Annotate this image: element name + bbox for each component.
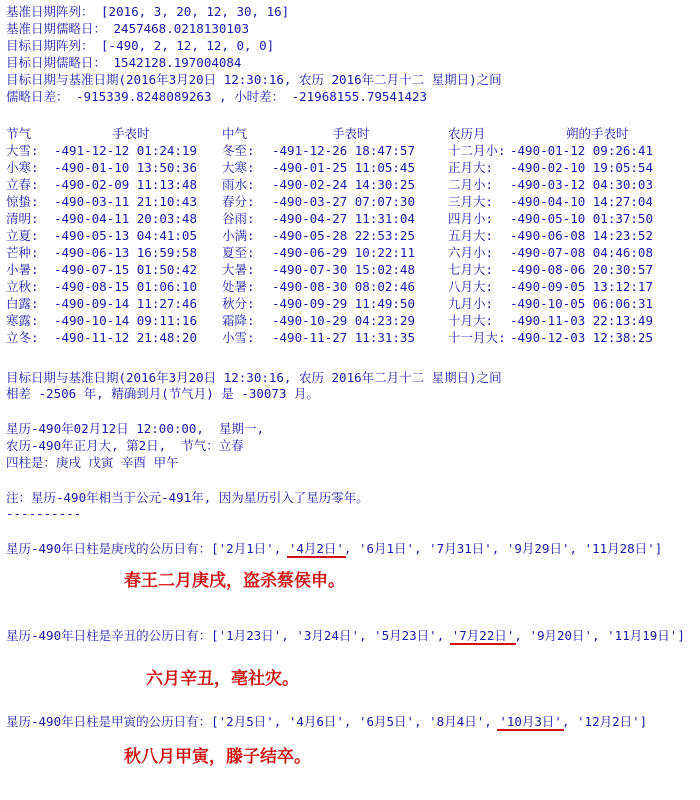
table-cell: 四月小: [448, 211, 494, 226]
day-pillar-prefix: 星历-490年日柱是辛丑的公历日有：[ [6, 628, 219, 643]
table-cell: -490-05-13 04:41:05 [54, 228, 197, 243]
table-row [6, 244, 696, 261]
table-cell: -490-07-08 04:46:08 [510, 245, 653, 260]
table-row [6, 176, 696, 193]
base-date-julian-day: 基准日期儒略日： 2457468.0218130103 [6, 21, 249, 36]
date-item: '8月4日' [429, 714, 485, 729]
table-cell: 处暑: [222, 279, 255, 294]
lunar-date: 农历-490年正月大, 第2日, 节气：立春 [6, 438, 244, 453]
date-item: '11月28日' [584, 541, 655, 556]
table-cell: 寒露: [6, 313, 39, 328]
table-cell: -490-01-12 09:26:41 [510, 143, 653, 158]
summary-between: 目标日期与基准日期(2016年3月20日 12:30:16, 农历 2016年二月十二 星期日)之间 [6, 370, 502, 385]
highlighted-date: '4月2日' [288, 541, 344, 556]
date-item: '5月23日' [374, 628, 437, 643]
table-cell: -491-12-26 18:47:57 [272, 143, 415, 158]
table-cell: -490-03-27 07:07:30 [272, 194, 415, 209]
table-header: 手表时 [112, 126, 150, 141]
table-cell: -490-07-30 15:02:48 [272, 262, 415, 277]
table-cell: 清明: [6, 211, 39, 226]
table-cell: 七月大: [448, 262, 494, 277]
day-pillar-list-jiayin: 星历-490年日柱是甲寅的公历日有：['2月5日', '4月6日', '6月5日', '8月4日', '10月3日', '12月2日'] [6, 714, 648, 729]
table-header: 节气 [6, 126, 32, 141]
base-date-array: 基准日期阵列： [2016, 3, 20, 12, 30, 16] [6, 4, 290, 19]
table-cell: 八月大: [448, 279, 494, 294]
table-cell: -490-03-12 04:30:03 [510, 177, 653, 192]
table-cell: 二月小: [448, 177, 494, 192]
target-date-array: 目标日期阵列： [-490, 2, 12, 12, 0, 0] [6, 38, 275, 53]
table-cell: 谷雨: [222, 211, 255, 226]
table-cell: -490-02-24 14:30:25 [272, 177, 415, 192]
highlighted-date: '7月22日' [451, 628, 515, 643]
table-cell: 立夏: [6, 228, 39, 243]
day-pillar-list-gengxu: 星历-490年日柱是庚戌的公历日有：['2月1日', '4月2日', '6月1日', '7月31日', '9月29日', '11月28日'] [6, 541, 663, 556]
table-cell: -490-11-27 11:31:35 [272, 330, 415, 345]
table-row [6, 159, 696, 176]
annotation-xinchou: 六月辛丑，亳社灾。 [146, 669, 299, 689]
table-cell: -490-01-25 11:05:45 [272, 160, 415, 175]
date-item: '3月24日' [296, 628, 359, 643]
table-cell: 五月大: [448, 228, 494, 243]
date-between-description: 目标日期与基准日期(2016年3月20日 12:30:16, 农历 2016年二月十二 星期日)之间 [6, 72, 502, 87]
annotation-jiayin: 秋八月甲寅，滕子结卒。 [124, 747, 311, 767]
table-cell: 正月大: [448, 160, 494, 175]
table-cell: -490-10-14 09:11:16 [54, 313, 197, 328]
table-header: 中气 [222, 126, 248, 141]
summary-month-difference: 相差 -2506 年, 精确到月(节气月) 是 -30073 月。 [6, 386, 320, 401]
table-cell: 十月大: [448, 313, 494, 328]
table-cell: 秋分: [222, 296, 255, 311]
date-item: '9月29日' [506, 541, 570, 556]
table-cell: -490-08-15 01:06:10 [54, 279, 197, 294]
table-cell: -491-12-12 01:24:19 [54, 143, 197, 158]
table-cell: 小雪: [222, 330, 255, 345]
table-cell: -490-04-10 14:27:04 [510, 194, 653, 209]
highlighted-date: '10月3日' [499, 714, 562, 729]
table-cell: -490-11-12 21:48:20 [54, 330, 197, 345]
target-date-julian-day: 目标日期儒略日： 1542128.197004084 [6, 55, 242, 70]
table-cell: 霜降: [222, 313, 255, 328]
table-header: 手表时 [332, 126, 370, 141]
table-cell: -490-01-10 13:50:36 [54, 160, 197, 175]
date-item: '9月20日' [529, 628, 593, 643]
day-pillar-list-xinchou: 星历-490年日柱是辛丑的公历日有：['1月23日', '3月24日', '5月23日', '7月22日', '9月20日', '11月19日'] [6, 628, 685, 643]
date-item: '7月31日' [429, 541, 492, 556]
table-cell: 六月小: [448, 245, 494, 260]
table-cell: -490-04-11 20:03:48 [54, 211, 197, 226]
table-cell: 小暑: [6, 262, 39, 277]
day-pillar-suffix: ] [639, 714, 648, 729]
table-cell: -490-08-30 08:02:46 [272, 279, 415, 294]
table-row [6, 193, 696, 210]
table-row [6, 227, 696, 244]
red-underline-mark [450, 643, 517, 645]
table-cell: -490-05-10 01:37:50 [510, 211, 653, 226]
table-cell: 十二月小: [448, 143, 506, 158]
four-pillars: 四柱是：庚戌 戊寅 辛酉 甲午 [6, 455, 179, 470]
table-cell: -490-05-28 22:53:25 [272, 228, 415, 243]
table-row [6, 278, 696, 295]
solar-terms-table [6, 125, 696, 346]
table-cell: 三月大: [448, 194, 494, 209]
table-cell: -490-11-03 22:13:49 [510, 313, 653, 328]
table-cell: 冬至: [222, 143, 255, 158]
table-cell: -490-12-03 12:38:25 [510, 330, 653, 345]
day-pillar-suffix: ] [654, 541, 663, 556]
table-header: 农历月 [448, 126, 486, 141]
star-calendar-note: 注：星历-490年相当于公元-491年, 因为星历引入了星历零年。 [6, 490, 369, 505]
table-cell: 立冬: [6, 330, 39, 345]
table-cell: -490-06-29 10:22:11 [272, 245, 415, 260]
table-cell: -490-10-29 04:23:29 [272, 313, 415, 328]
date-item: '4月6日' [288, 714, 344, 729]
table-cell: -490-06-13 16:59:58 [54, 245, 197, 260]
table-cell: 夏至: [222, 245, 255, 260]
table-cell: 立秋: [6, 279, 39, 294]
table-cell: -490-03-11 21:10:43 [54, 194, 197, 209]
table-row [6, 261, 696, 278]
annotation-gengxu: 春王二月庚戌，盗杀蔡侯申。 [124, 571, 345, 591]
date-item: '6月1日' [358, 541, 415, 556]
table-cell: 小寒: [6, 160, 39, 175]
table-cell: -490-07-15 01:50:42 [54, 262, 197, 277]
table-cell: 大雪: [6, 143, 39, 158]
red-underline-mark [497, 729, 564, 731]
table-cell: 十一月大: [448, 330, 506, 345]
table-cell: -490-09-05 13:12:17 [510, 279, 653, 294]
table-cell: -490-02-09 11:13:48 [54, 177, 197, 192]
table-cell: 春分: [222, 194, 255, 209]
table-cell: 九月小: [448, 296, 494, 311]
table-cell: 立春: [6, 177, 39, 192]
date-item: '2月5日' [218, 714, 274, 729]
table-header: 朔的手表时 [566, 126, 629, 141]
julian-day-difference: 儒略日差： -915339.8248089263 , 小时差： -21968155.79541423 [6, 89, 428, 104]
table-row [6, 329, 696, 346]
date-item: '6月5日' [358, 714, 415, 729]
date-item: '1月23日' [218, 628, 282, 643]
table-body [6, 142, 696, 346]
date-item: '12月2日' [577, 714, 640, 729]
table-cell: 雨水: [222, 177, 255, 192]
table-cell: -490-08-06 20:30:57 [510, 262, 653, 277]
table-row [6, 142, 696, 159]
date-item: '2月1日' [218, 541, 274, 556]
day-pillar-prefix: 星历-490年日柱是甲寅的公历日有：[ [6, 714, 219, 729]
table-cell: 芒种: [6, 245, 39, 260]
table-cell: -490-09-29 11:49:50 [272, 296, 415, 311]
table-cell: -490-06-08 14:23:52 [510, 228, 653, 243]
table-row [6, 295, 696, 312]
table-row [6, 210, 696, 227]
table-cell: -490-09-14 11:27:46 [54, 296, 197, 311]
table-cell: -490-02-10 19:05:54 [510, 160, 653, 175]
table-cell: -490-04-27 11:31:04 [272, 211, 415, 226]
star-calendar-date: 星历-490年02月12日 12:00:00, 星期一, [6, 421, 265, 436]
table-cell: 惊蛰: [6, 194, 39, 209]
table-cell: 小满: [222, 228, 255, 243]
table-cell: 大寒: [222, 160, 255, 175]
table-header-row [6, 125, 696, 142]
table-cell: -490-10-05 06:06:31 [510, 296, 653, 311]
day-pillar-prefix: 星历-490年日柱是庚戌的公历日有：[ [6, 541, 219, 556]
table-cell: 大暑: [222, 262, 255, 277]
table-cell: 白露: [6, 296, 39, 311]
divider: ---------- [6, 506, 82, 521]
table-row [6, 312, 696, 329]
day-pillar-suffix: ] [677, 628, 685, 643]
date-item: '11月19日' [607, 628, 678, 643]
red-underline-mark [287, 556, 346, 558]
